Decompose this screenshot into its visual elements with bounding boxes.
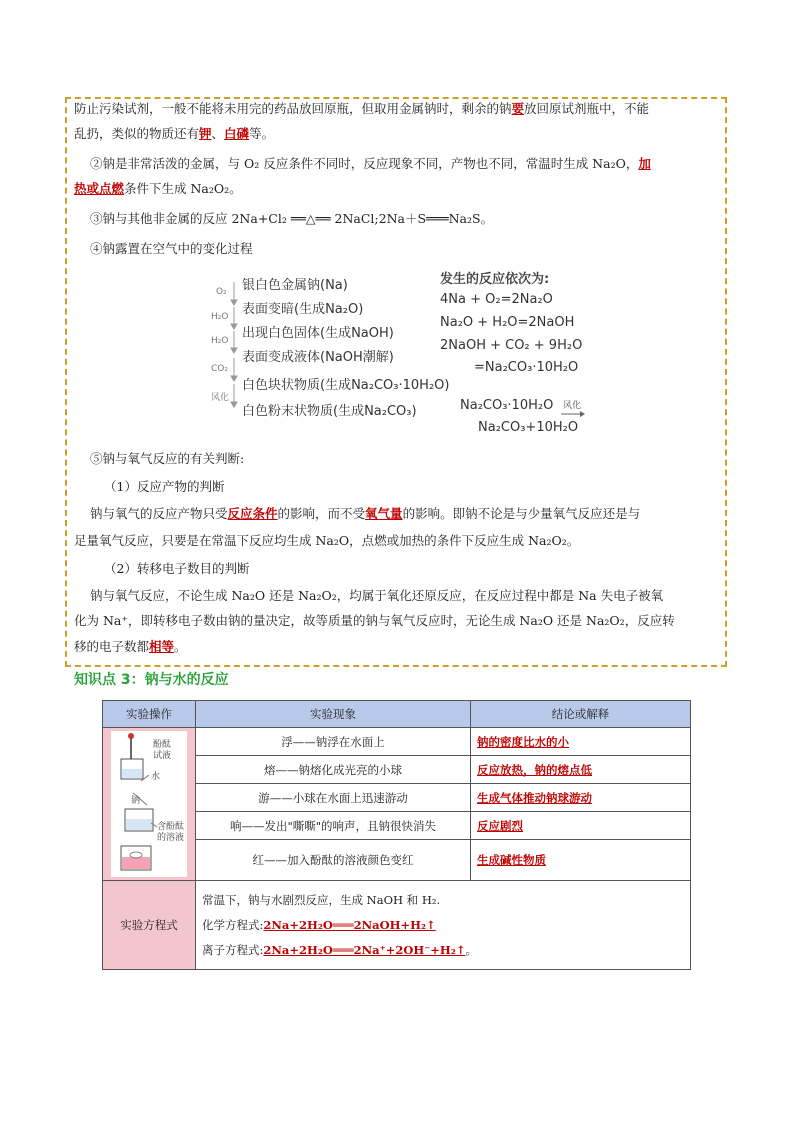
phenomenon-melt: 熔——钠熔化成光亮的小球 [196,756,471,784]
flow-step-4: 表面变成液体(NaOH潮解) [242,350,394,365]
reaction-4: =Na₂CO₃·10H₂O [474,360,579,375]
text-line-14: 移的电子数都相等。 [74,639,187,654]
conclusion-sound: 反应剧烈 [471,812,691,840]
text-line-13: 化为 Na⁺，即转移电子数由钠的量决定，故等质量的钠与氧气反应时，无论生成 Na₂O 还是 Na₂O₂，反应转 [74,613,675,628]
label-water: 水 [151,772,161,782]
reaction-5-label: 风化 [563,401,582,411]
label-phenolphthalein: 酚酞 [153,740,172,750]
header-operation: 实验操作 [103,701,196,728]
weathering-arrow [560,410,586,418]
text-line-10: 足量氧气反应，只要是在常温下反应均生成 Na₂O，点燃或加热的条件下反应生成 Na₂O₂。 [74,533,580,548]
flow-arrow-label-5: 风化 [211,393,230,403]
flow-arrow-label-2: H₂O [211,312,229,322]
header-conclusion: 结论或解释 [471,701,691,728]
flow-step-1: 银白色金属钠(Na) [242,278,348,293]
text-line-8: （1）反应产物的判断 [104,479,225,494]
label-sodium: 钠 [131,796,141,806]
equation-cell [196,881,691,970]
flow-step-6: 白色粉末状物质(生成Na₂CO₃) [242,404,417,419]
text-line-6: ④钠露置在空气中的变化过程 [90,241,253,256]
text-line-9: 钠与氧气的反应产物只受反应条件的影响，而不受氧气量的影响。即钠不论是与少量氧气反应还是与 [90,506,641,521]
phenomenon-sound: 响——发出"嘶嘶"的响声，且钠很快消失 [196,812,471,840]
flow-step-3: 出现白色固体(生成NaOH) [242,326,394,341]
reaction-5: Na₂CO₃·10H₂O [460,398,554,413]
text-line-3: ②钠是非常活泼的金属，与 O₂ 反应条件不同时，反应现象不同，产物也不同，常温时生成 Na₂O，加 [90,156,651,171]
phenomenon-swim: 游——小球在水面上迅速游动 [196,784,471,812]
reaction-2: Na₂O + H₂O=2NaOH [440,315,575,330]
section-heading: 知识点 3：钠与水的反应 [74,672,229,688]
experiment-table [102,700,691,970]
text-line-12: 钠与氧气反应，不论生成 Na₂O 还是 Na₂O₂，均属于氧化还原反应，在反应过程中都是 Na 失电子被氧 [90,588,664,603]
flow-arrow-label-4: CO₂ [211,364,228,374]
text-line-5: ③钠与其他非金属的反应 2Na+Cl₂ ══△══ 2NaCl;2Na＋S═══Na₂S。 [90,211,494,226]
beaker-diagram [111,731,187,877]
flow-step-5: 白色块状物质(生成Na₂CO₃·10H₂O) [242,378,450,393]
equation-label-cell: 实验方程式 [103,881,196,970]
flow-arrow-label-3: H₂O [211,336,229,346]
header-phenomenon: 实验现象 [196,701,471,728]
flow-arrows [230,280,240,415]
conclusion-red: 生成碱性物质 [471,840,691,881]
label-solution-2: 的溶液 [157,833,185,843]
label-containing: 含酚酞 [157,822,185,832]
reaction-3: 2NaOH + CO₂ + 9H₂O [440,338,583,353]
flow-step-2: 表面变暗(生成Na₂O) [242,302,364,317]
phenomenon-red: 红——加入酚酞的溶液颜色变红 [196,840,471,881]
text-line-4: 热或点燃条件下生成 Na₂O₂。 [74,181,242,196]
text-line-7: ⑤钠与氧气反应的有关判断: [90,451,245,466]
text-line-1: 防止污染试剂，一般不能将未用完的药品放回原瓶，但取用金属钠时，剩余的钠要放回原试剂瓶中，不能 [74,101,650,116]
apparatus-cell [103,728,196,881]
chemical-equation: 化学方程式:2Na+2H₂O═══2NaOH+H₂↑ [202,917,436,932]
phenomenon-float: 浮——钠浮在水面上 [196,728,471,756]
ionic-equation: 离子方程式:2Na+2H₂O═══2Na⁺+2OH⁻+H₂↑。 [202,942,477,957]
label-solution: 试液 [153,751,172,761]
flow-arrow-label-1: O₂ [216,287,227,297]
reaction-title: 发生的反应依次为: [440,272,550,287]
text-line-2: 乱扔，类似的物质还有钾、白磷等。 [74,126,275,141]
reaction-6: Na₂CO₃+10H₂O [478,420,579,435]
conclusion-melt: 反应放热，钠的熔点低 [471,756,691,784]
text-line-11: （2）转移电子数目的判断 [104,561,250,576]
apparatus-illustration [111,731,187,877]
conclusion-float: 钠的密度比水的小 [471,728,691,756]
conclusion-swim: 生成气体推动钠球游动 [471,784,691,812]
reaction-1: 4Na + O₂=2Na₂O [440,292,553,307]
equation-intro: 常温下，钠与水剧烈反应，生成 NaOH 和 H₂. [202,892,441,907]
